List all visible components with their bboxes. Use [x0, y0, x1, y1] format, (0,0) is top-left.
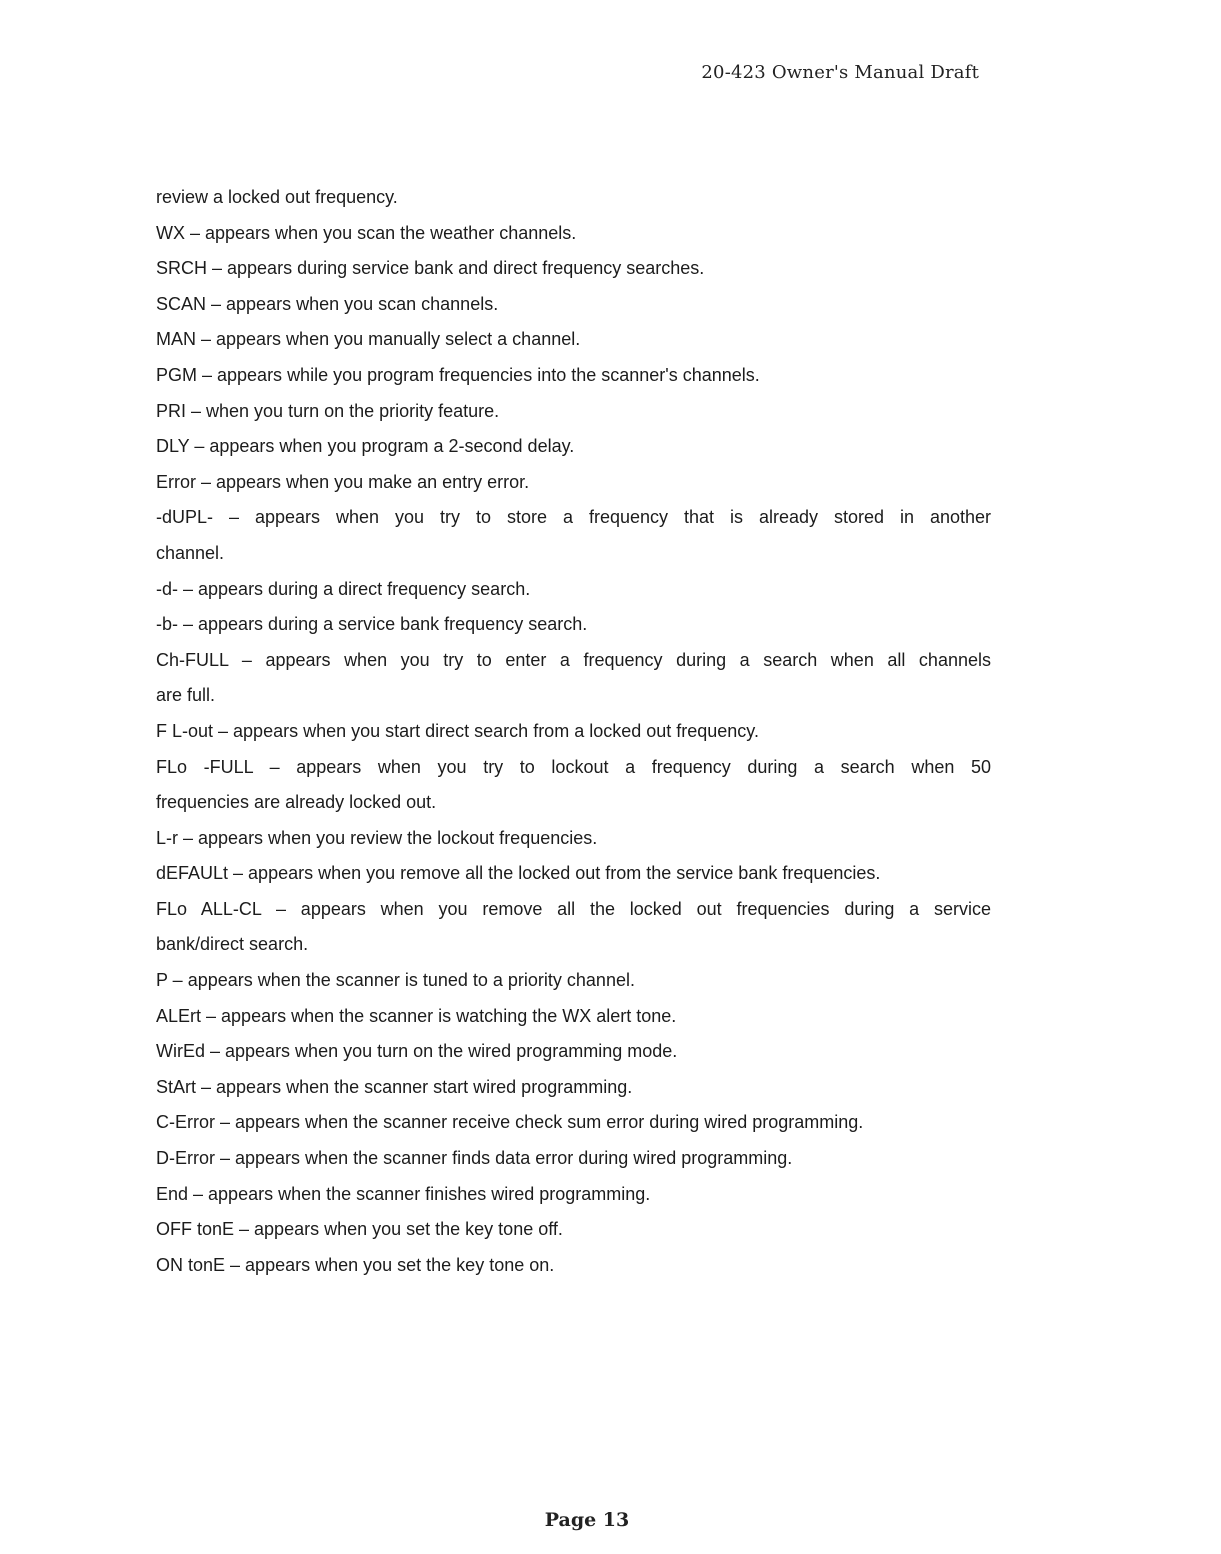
- text-line-default: dEFAULt – appears when you remove all the locked out from the service bank frequencies.: [156, 863, 881, 884]
- text-line-f-lout: F L-out – appears when you start direct search from a locked out frequency.: [156, 720, 759, 741]
- text-line-continuation: review a locked out frequency.: [156, 187, 398, 207]
- text-line-scan: SCAN – appears when you scan channels.: [156, 293, 499, 314]
- text-line-ch-full-cont: are full.: [156, 685, 216, 706]
- text-line-wired: WirEd – appears when you turn on the wired programming mode.: [156, 1041, 678, 1062]
- text-line-ch-full: Ch-FULL – appears when you try to enter a frequency during a search when all channels: [156, 649, 991, 670]
- text-line-flo-full-cont: frequencies are already locked out.: [156, 792, 437, 813]
- text-line-d-error: D-Error – appears when the scanner finds data error during wired programming.: [156, 1148, 793, 1169]
- text-line-d: -d- – appears during a direct frequency search.: [156, 578, 531, 599]
- text-line-flo-full: FLo -FULL – appears when you try to lockout a frequency during a search when 50: [156, 756, 991, 777]
- text-line-pgm: PGM – appears while you program frequencies into the scanner's channels.: [156, 364, 760, 385]
- text-line-man: MAN – appears when you manually select a channel.: [156, 329, 581, 350]
- text-line-end: End – appears when the scanner finishes wired programming.: [156, 1183, 651, 1204]
- display-messages-list: [156, 180, 991, 1283]
- text-line-wx: WX – appears when you scan the weather channels.: [156, 222, 577, 243]
- text-line-flo-all-cl-cont: bank/direct search.: [156, 934, 309, 955]
- text-line-on-tone: ON tonE – appears when you set the key tone on.: [156, 1254, 555, 1275]
- text-line-lr: L-r – appears when you review the lockout frequencies.: [156, 827, 598, 848]
- text-line-start: StArt – appears when the scanner start wired programming.: [156, 1076, 633, 1097]
- text-line-alert: ALErt – appears when the scanner is watching the WX alert tone.: [156, 1005, 677, 1026]
- text-line-dly: DLY – appears when you program a 2-second delay.: [156, 436, 575, 457]
- text-line-p: P – appears when the scanner is tuned to a priority channel.: [156, 970, 635, 991]
- text-line-flo-all-cl: FLo ALL-CL – appears when you remove all the locked out frequencies during a service: [156, 898, 991, 919]
- text-line-error: Error – appears when you make an entry error.: [156, 471, 530, 492]
- page-header-title: 20-423 Owner's Manual Draft: [701, 62, 979, 83]
- text-line-dupl: -dUPL- – appears when you try to store a frequency that is already stored in another: [156, 507, 991, 528]
- text-line-b: -b- – appears during a service bank frequency search.: [156, 614, 588, 635]
- page-number: Page 13: [544, 1509, 630, 1531]
- text-line-dupl-cont: channel.: [156, 542, 225, 563]
- text-line-c-error: C-Error – appears when the scanner receive check sum error during wired programming.: [156, 1112, 864, 1133]
- text-line-srch: SRCH – appears during service bank and direct frequency searches.: [156, 258, 705, 279]
- text-line-off-tone: OFF tonE – appears when you set the key tone off.: [156, 1219, 563, 1240]
- text-line-pri: PRI – when you turn on the priority feature.: [156, 400, 500, 421]
